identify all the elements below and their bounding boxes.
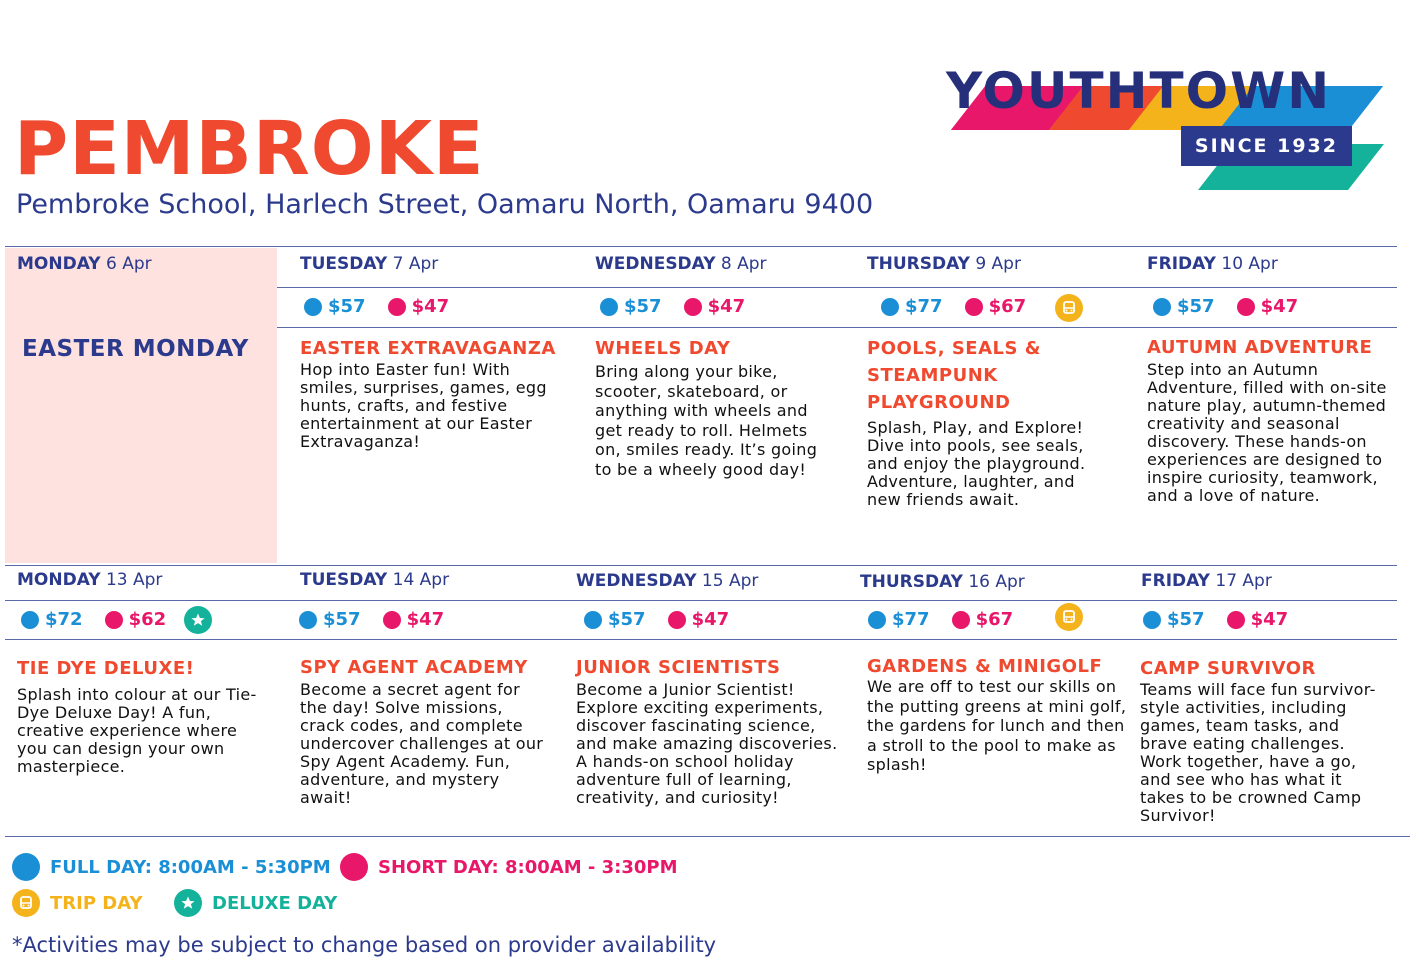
price-row: $57 $47 — [600, 296, 745, 317]
full-day-dot — [12, 853, 40, 881]
full-day-dot — [1153, 298, 1171, 316]
activity-description: Bring along your bike, scooter, skateboard, or anything with wheels and get ready to roll. Helmets on, smiles ready. It’s going to be a wheely good day! — [595, 362, 818, 479]
bus-icon — [1055, 603, 1083, 631]
price-row: $72 $62 — [21, 609, 166, 630]
day-header: TUESDAY 7 Apr — [300, 254, 439, 274]
activity-title: EASTER EXTRAVAGANZA — [300, 338, 556, 359]
star-icon — [184, 606, 212, 634]
day-header: MONDAY 13 Apr — [17, 570, 163, 590]
logo-since: SINCE 1932 — [1181, 126, 1352, 166]
full-day-dot — [600, 298, 618, 316]
short-day-dot — [952, 611, 970, 629]
activity-title: AUTUMN ADVENTURE — [1147, 337, 1373, 358]
holiday-label: EASTER MONDAY — [22, 336, 249, 362]
legend-trip-day: TRIP DAY — [12, 889, 142, 917]
activity-description: Teams will face fun survivor-style activities, including games, team tasks, and brave eating challenges. Work together, have a go, and see who has what it takes to be crowned Camp Survivor! — [1140, 680, 1376, 825]
day-header: WEDNESDAY 8 Apr — [595, 254, 767, 274]
activity-title: WHEELS DAY — [595, 338, 731, 359]
short-day-dot — [684, 298, 702, 316]
full-day-dot — [304, 298, 322, 316]
price-row: $57 $47 — [1143, 609, 1288, 630]
legend-deluxe-day: DELUXE DAY — [174, 889, 337, 917]
bus-icon — [12, 889, 40, 917]
short-day-dot — [965, 298, 983, 316]
day-header: FRIDAY 10 Apr — [1147, 254, 1278, 274]
short-day-dot — [383, 611, 401, 629]
activity-title: JUNIOR SCIENTISTS — [576, 657, 781, 678]
price-row: $57 $47 — [299, 609, 444, 630]
price-row: $77 $67 — [881, 296, 1026, 317]
legend-short-day: SHORT DAY: 8:00AM - 3:30PM — [340, 853, 678, 881]
activity-title: GARDENS & MINIGOLF — [867, 656, 1103, 677]
full-day-dot — [881, 298, 899, 316]
activity-description: Splash into colour at our Tie-Dye Deluxe Day! A fun, creative experience where you can design your own masterpiece. — [17, 685, 257, 776]
activity-title: CAMP SURVIVOR — [1140, 658, 1316, 679]
full-day-dot — [584, 611, 602, 629]
day-header: TUESDAY 14 Apr — [300, 570, 450, 590]
price-row: $57 $47 — [584, 609, 729, 630]
activity-description: Become a Junior Scientist! Explore exciting experiments, discover fascinating science, and make amazing discoveries. A hands-on school holiday adventure full of learning, creativity, and curiosity! — [576, 680, 838, 807]
activity-description: Step into an Autumn Adventure, filled with on-site nature play, autumn-themed creativity and seasonal discovery. These hands-on experiences are designed to inspire curiosity, teamwork, and a love of nature. — [1147, 360, 1387, 505]
activity-title: SPY AGENT ACADEMY — [300, 657, 528, 678]
short-day-dot — [388, 298, 406, 316]
activity-title: POOLS, SEALS & STEAMPUNK PLAYGROUND — [867, 338, 1041, 413]
short-day-dot — [1227, 611, 1245, 629]
short-day-dot — [1237, 298, 1255, 316]
activity-description: Hop into Easter fun! With smiles, surprises, games, egg hunts, crafts, and festive entertainment at our Easter Extravaganza! — [300, 360, 547, 451]
logo-wordmark: YOUTHTOWN — [946, 62, 1332, 120]
price-row: $77 $67 — [868, 609, 1013, 630]
activity-description: We are off to test our skills on the putting greens at mini golf, the gardens for lunch and then a stroll to the pool to make as splash! — [867, 677, 1127, 774]
full-day-dot — [1143, 611, 1161, 629]
venue-address: Pembroke School, Harlech Street, Oamaru North, Oamaru 9400 — [16, 189, 874, 220]
page-title: PEMBROKE — [14, 106, 485, 192]
short-day-dot — [105, 611, 123, 629]
activity-description: Become a secret agent for the day! Solve missions, crack codes, and complete undercover challenges at our Spy Agent Academy. Fun, adventure, and mystery await! — [300, 680, 544, 807]
short-day-dot — [340, 853, 368, 881]
day-header: WEDNESDAY 15 Apr — [576, 571, 759, 591]
day-header: THURSDAY 16 Apr — [860, 572, 1025, 592]
day-header: FRIDAY 17 Apr — [1141, 571, 1272, 591]
activity-title: TIE DYE DELUXE! — [17, 658, 195, 679]
activity-description: Splash, Play, and Explore! Dive into pools, see seals, and enjoy the playground. Adventure, laughter, and new friends await. — [867, 418, 1086, 509]
full-day-dot — [21, 611, 39, 629]
day-header: THURSDAY 9 Apr — [867, 254, 1021, 274]
day-header: MONDAY 6 Apr — [17, 254, 152, 274]
full-day-dot — [868, 611, 886, 629]
star-icon — [174, 889, 202, 917]
bus-icon — [1055, 294, 1083, 322]
legend-full-day: FULL DAY: 8:00AM - 5:30PM — [12, 853, 331, 881]
youthtown-logo — [946, 62, 1378, 194]
price-row: $57 $47 — [1153, 296, 1298, 317]
price-row: $57 $47 — [304, 296, 449, 317]
holiday-cell — [5, 248, 277, 563]
disclaimer-note: *Activities may be subject to change based on provider availability — [12, 933, 717, 957]
short-day-dot — [668, 611, 686, 629]
full-day-dot — [299, 611, 317, 629]
